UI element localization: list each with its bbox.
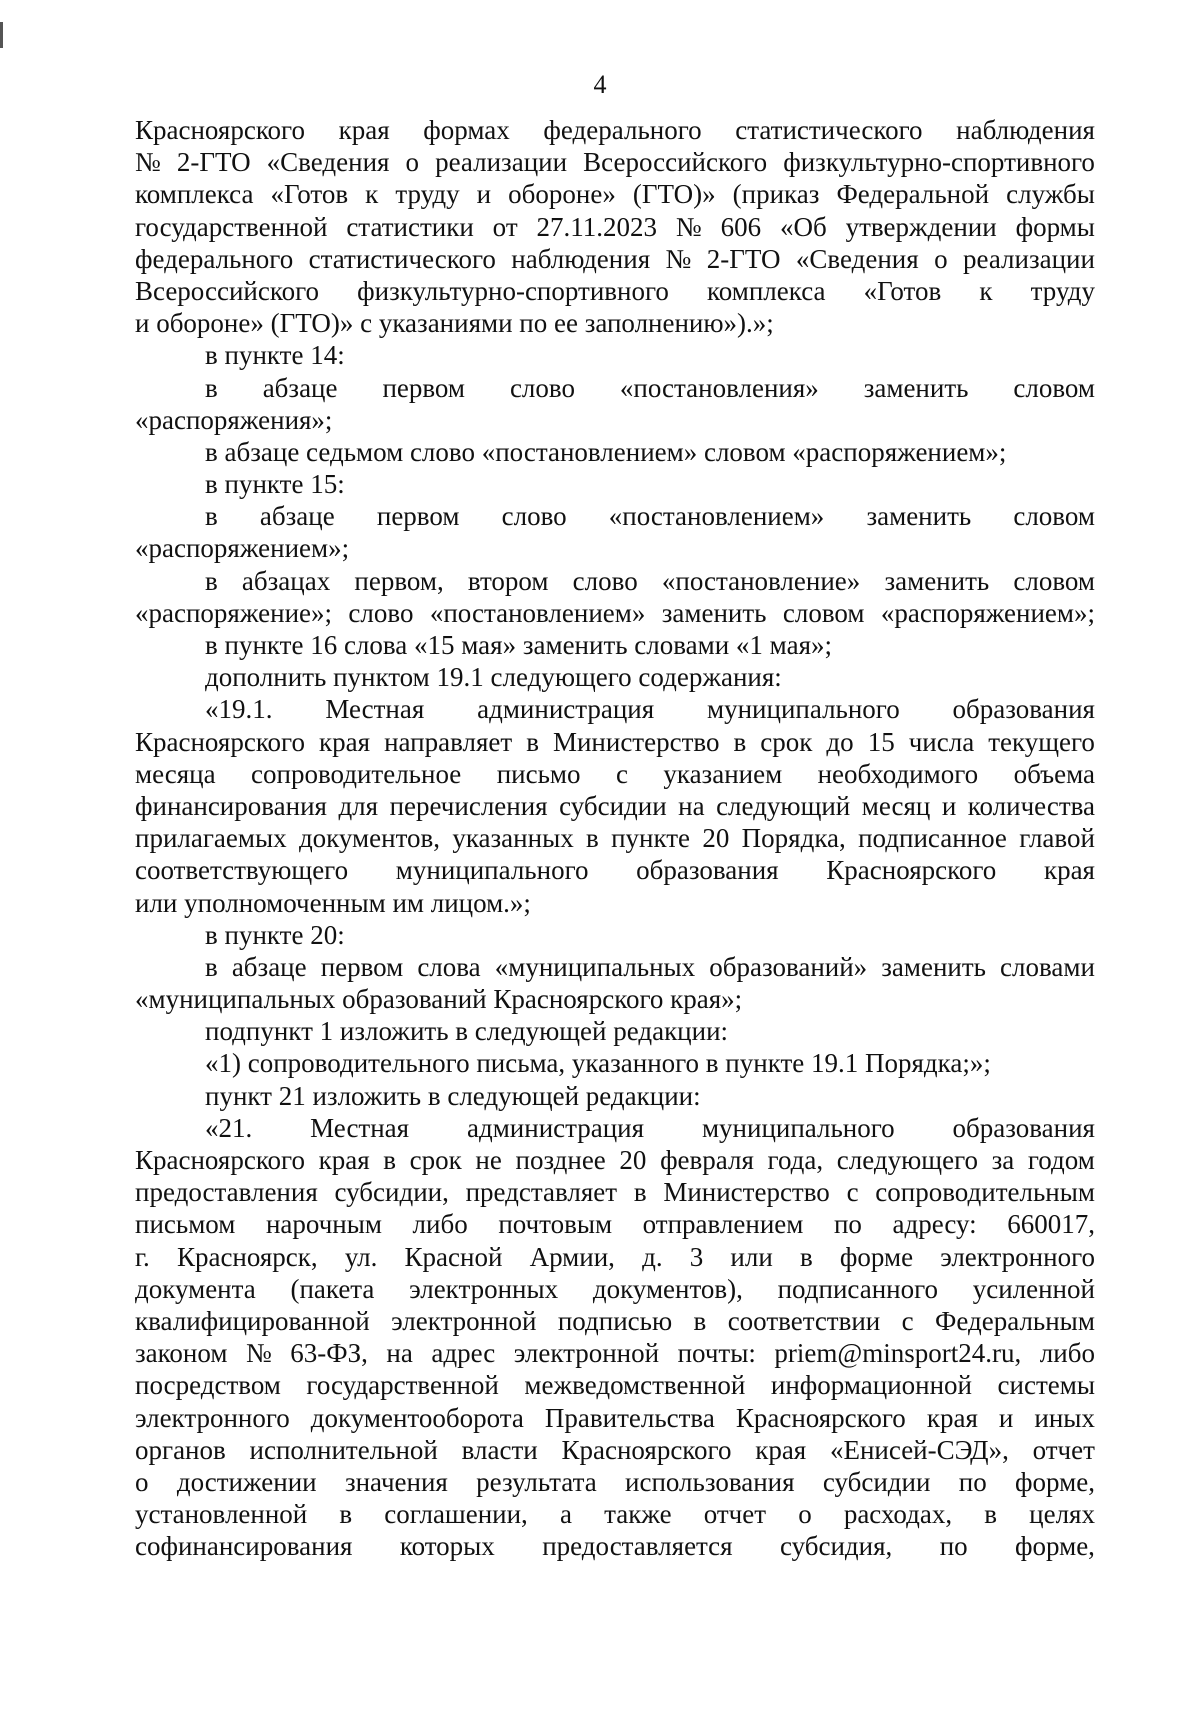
- text-line: [135, 243, 1095, 275]
- word: Министерство: [663, 1177, 830, 1208]
- text-line: [135, 1273, 1095, 1305]
- word: о: [798, 1499, 812, 1530]
- word: электронной: [513, 1338, 660, 1369]
- word: адрес: [431, 1338, 496, 1369]
- word: втором: [467, 565, 549, 596]
- text-line: «1) сопроводительного письма, указанного в пункте 19.1 Порядка;»;: [205, 1048, 991, 1079]
- text-line: дополнить пунктом 19.1 следующего содержания:: [205, 662, 782, 693]
- word: (приказ: [732, 179, 820, 210]
- text-line: [135, 1305, 1095, 1337]
- word: соответствующего: [135, 855, 349, 886]
- word: (ГТО)»: [632, 179, 716, 210]
- text-line: [135, 758, 1095, 790]
- text-line: пункт 21 изложить в следующей редакции:: [205, 1080, 701, 1111]
- word: на: [386, 1338, 413, 1369]
- word: наблюдения: [956, 115, 1095, 145]
- word: соответствии: [727, 1305, 881, 1336]
- page-number: 4: [593, 70, 607, 99]
- word: числа: [908, 726, 975, 757]
- word: адресу:: [892, 1209, 977, 1240]
- word: электронного: [135, 1402, 290, 1433]
- word: усиленной: [972, 1273, 1095, 1304]
- word: форме: [839, 1241, 914, 1272]
- text-line: [135, 1241, 1095, 1273]
- word: предоставления: [135, 1177, 318, 1208]
- word: 20: [702, 823, 730, 854]
- text-line: в пункте 15:: [205, 469, 345, 500]
- document-body: [135, 114, 1095, 1562]
- word: объема: [1013, 758, 1095, 789]
- text-line: [135, 1176, 1095, 1208]
- word: 606: [720, 211, 762, 242]
- word: «распоряжением»;: [880, 597, 1095, 628]
- word: предоставляется: [542, 1531, 733, 1562]
- word: слово: [509, 372, 575, 403]
- word: субсидии: [559, 790, 667, 821]
- word: №: [675, 211, 702, 242]
- word: Порядка,: [741, 823, 846, 854]
- word: образования: [636, 855, 779, 886]
- word: словом: [1013, 501, 1095, 532]
- word: Красноярского: [561, 1434, 732, 1465]
- text-line: в пункте 16 слова «15 мая» заменить словами «1 мая»;: [205, 630, 832, 660]
- word: утверждении: [845, 211, 997, 242]
- word: расходах,: [843, 1499, 953, 1530]
- word: почтовым: [498, 1209, 613, 1240]
- scan-edge-mark: [0, 22, 3, 48]
- text-line: или уполномоченным им лицом.»;: [135, 887, 531, 918]
- word: в: [693, 1305, 707, 1336]
- word: словами: [1000, 951, 1095, 982]
- text-line: [135, 1498, 1095, 1530]
- word: отчет: [1032, 1434, 1095, 1465]
- word: по: [939, 1531, 968, 1562]
- word: Красноярского: [826, 855, 997, 886]
- word: реализации: [963, 243, 1095, 274]
- word: ул.: [344, 1241, 378, 1272]
- word: о: [934, 243, 948, 274]
- text-line: [135, 146, 1095, 178]
- word: по: [833, 1209, 862, 1240]
- word: словом: [1013, 565, 1095, 596]
- word: образования: [952, 694, 1095, 725]
- word: первом: [382, 372, 466, 403]
- word: 2-ГТО: [706, 243, 781, 274]
- word: «21.: [205, 1112, 253, 1143]
- text-line: [135, 693, 1095, 725]
- word: Всероссийского: [583, 147, 768, 178]
- word: «распоряжение»;: [135, 597, 333, 628]
- word: субсидии: [822, 1466, 931, 1497]
- word: Местная: [310, 1112, 410, 1143]
- word: «постановление»: [661, 565, 861, 596]
- word: сопроводительным: [875, 1177, 1095, 1208]
- word: заменить: [863, 372, 969, 403]
- word: №: [135, 147, 161, 178]
- word: «Об: [779, 211, 827, 242]
- word: в: [205, 565, 218, 596]
- word: электронной: [391, 1305, 537, 1336]
- word: слово: [572, 565, 638, 596]
- word: документов,: [298, 823, 441, 854]
- word: межведомственной: [524, 1370, 746, 1401]
- word: наблюдения: [511, 243, 651, 274]
- word: пункте: [611, 823, 691, 854]
- word: «постановлением»: [429, 597, 646, 628]
- word: срок: [409, 1145, 462, 1175]
- word: статистического: [308, 243, 496, 274]
- word: словом: [1013, 372, 1095, 403]
- word: комплекса: [707, 275, 826, 306]
- word: физкультурно-спортивного: [783, 147, 1095, 178]
- word: «Готов: [863, 275, 942, 306]
- word: срок: [760, 726, 813, 757]
- text-line: [135, 372, 1095, 404]
- word: следующего: [836, 1145, 978, 1175]
- text-line: [135, 1402, 1095, 1434]
- text-line: «распоряжения»;: [135, 404, 333, 435]
- word: установленной: [135, 1499, 308, 1530]
- word: посредством: [135, 1370, 281, 1401]
- word: с: [615, 758, 628, 789]
- word: и: [941, 790, 957, 821]
- word: труду: [395, 179, 460, 210]
- word: отчет: [703, 1499, 767, 1530]
- word: «Готов: [270, 179, 349, 210]
- word: абзаце: [259, 501, 335, 532]
- word: значения: [344, 1466, 448, 1497]
- word: субсидия,: [779, 1531, 893, 1562]
- text-line: [135, 500, 1095, 532]
- word: органов: [135, 1434, 226, 1465]
- text-line: [135, 822, 1095, 854]
- word: формах: [423, 115, 510, 145]
- word: на: [678, 790, 705, 821]
- word: и: [998, 1402, 1014, 1433]
- word: словом: [782, 597, 865, 628]
- text-line: [135, 790, 1095, 822]
- text-line: в абзаце седьмом слово «постановлением» словом «распоряжением»;: [205, 436, 1007, 467]
- word: перечисления: [389, 790, 548, 821]
- word: «муниципальных: [494, 951, 696, 982]
- word: в: [205, 951, 218, 982]
- text-line: [135, 211, 1095, 243]
- word: месяца: [135, 758, 216, 789]
- word: исполнительной: [249, 1434, 438, 1465]
- word: 3: [689, 1241, 704, 1272]
- word: и: [476, 179, 492, 210]
- word: слова: [417, 951, 481, 982]
- word: Федеральным: [935, 1305, 1095, 1336]
- word: труду: [1030, 275, 1095, 306]
- word: подписанного: [777, 1273, 939, 1304]
- text-line: [135, 565, 1095, 597]
- word: необходимого: [817, 758, 979, 789]
- word: субсидии,: [334, 1177, 449, 1208]
- text-line: [135, 178, 1095, 210]
- word: комплекса: [135, 179, 254, 210]
- text-line: и обороне» (ГТО)» с указаниями по ее заполнению»).»;: [135, 308, 774, 339]
- text-line: [135, 1434, 1095, 1466]
- word: документооборота: [310, 1402, 524, 1433]
- text-line: [135, 1466, 1095, 1498]
- text-line: [135, 275, 1095, 307]
- word: первом,: [354, 565, 444, 596]
- word: заменить: [884, 565, 990, 596]
- word: абзаце: [262, 372, 338, 403]
- word: края: [318, 1145, 370, 1175]
- word: абзацах: [241, 565, 331, 596]
- word: в: [205, 372, 218, 403]
- word: к: [365, 179, 379, 210]
- word: г.: [135, 1241, 150, 1272]
- word: образования: [952, 1112, 1095, 1143]
- word: заменить: [881, 951, 986, 982]
- word: в: [339, 1499, 353, 1530]
- word: власти: [461, 1434, 538, 1465]
- word: «19.1.: [205, 694, 273, 725]
- word: 660017,: [1007, 1209, 1095, 1240]
- word: информационной: [770, 1370, 973, 1401]
- word: соглашении,: [384, 1499, 528, 1530]
- word: Красноярского: [135, 1145, 305, 1175]
- word: представляет: [465, 1177, 618, 1208]
- word: текущего: [988, 726, 1095, 757]
- word: законом: [135, 1338, 228, 1369]
- word: статистического: [735, 115, 923, 145]
- word: форме,: [1015, 1531, 1095, 1562]
- word: края: [338, 115, 390, 145]
- word: Федеральной: [836, 179, 990, 210]
- text-line: в пункте 20:: [205, 919, 345, 950]
- word: в: [984, 1499, 997, 1530]
- word: муниципального: [701, 1112, 895, 1143]
- text-line: [135, 597, 1095, 629]
- word: в: [383, 1145, 397, 1175]
- word: государственной: [135, 211, 328, 242]
- word: результата: [476, 1466, 597, 1497]
- word: слово: [501, 501, 567, 532]
- word: письмом: [135, 1209, 236, 1240]
- word: муниципального: [707, 694, 900, 725]
- word: службы: [1006, 179, 1095, 210]
- text-line: [135, 114, 1095, 146]
- text-line: «муниципальных образований Красноярского края»;: [135, 984, 743, 1015]
- word: края: [319, 726, 371, 757]
- word: также: [604, 1499, 672, 1530]
- word: подписью: [557, 1305, 673, 1336]
- word: с: [846, 1177, 859, 1208]
- word: образований»: [709, 951, 868, 982]
- word: или: [730, 1241, 773, 1272]
- word: количества: [967, 790, 1095, 821]
- text-line: в пункте 14:: [205, 340, 345, 371]
- word: почты:: [677, 1338, 756, 1369]
- word: отправлением: [642, 1209, 804, 1240]
- word: «постановления»: [619, 372, 819, 403]
- word: Армии,: [529, 1241, 615, 1272]
- word: о: [405, 147, 420, 178]
- word: Правительства: [544, 1402, 715, 1433]
- word: до: [826, 726, 854, 757]
- word: письмо: [496, 758, 581, 789]
- word: слово: [348, 597, 414, 628]
- word: Красноярского: [135, 726, 305, 757]
- word: государственной: [306, 1370, 499, 1401]
- word: либо: [1039, 1338, 1095, 1369]
- word: в: [526, 726, 539, 757]
- word: квалифицированной: [135, 1305, 370, 1336]
- word: №: [245, 1338, 272, 1369]
- word: а: [559, 1499, 572, 1530]
- word: Всероссийского: [135, 275, 319, 306]
- word: 27.11.2023: [536, 211, 658, 242]
- word: края: [926, 1402, 978, 1433]
- word: Красноярск,: [176, 1241, 318, 1272]
- word: д.: [642, 1241, 663, 1272]
- word: электронных: [409, 1273, 559, 1304]
- word: формы: [1015, 211, 1095, 242]
- word: в: [205, 501, 218, 532]
- word: за: [991, 1145, 1015, 1175]
- word: края: [755, 1434, 807, 1465]
- word: иных: [1034, 1402, 1095, 1433]
- text-line: подпункт 1 изложить в следующей редакции:: [205, 1016, 729, 1047]
- word: прилагаемых: [135, 823, 287, 854]
- word: заменить: [866, 501, 972, 532]
- word: статистики: [346, 211, 474, 242]
- text-line: [135, 951, 1095, 983]
- word: достижении: [176, 1466, 317, 1497]
- word: нарочным: [265, 1209, 382, 1240]
- word: федерального: [543, 115, 702, 145]
- text-line: [135, 726, 1095, 758]
- word: Министерство: [552, 726, 720, 757]
- text-line: [135, 1369, 1095, 1401]
- word: priem@minsport24.ru,: [774, 1338, 1022, 1369]
- word: позднее: [515, 1145, 606, 1175]
- word: документа: [135, 1273, 256, 1304]
- word: 63-ФЗ,: [290, 1338, 368, 1369]
- word: указанных: [452, 823, 574, 854]
- word: либо: [412, 1209, 468, 1240]
- text-line: [135, 1112, 1095, 1144]
- word: Красноярского: [735, 1402, 906, 1433]
- word: 15: [867, 726, 895, 757]
- word: администрация: [466, 1112, 645, 1143]
- word: в: [633, 1177, 647, 1208]
- word: «постановлением»: [608, 501, 825, 532]
- word: в: [733, 726, 747, 757]
- word: Красноярского: [135, 115, 305, 145]
- word: целях: [1029, 1499, 1095, 1530]
- word: указанием: [663, 758, 783, 789]
- word: месяц: [861, 790, 931, 821]
- word: (пакета: [290, 1273, 375, 1304]
- text-line: «распоряжением»;: [135, 533, 350, 564]
- word: федерального: [135, 243, 294, 274]
- word: реализации: [435, 147, 568, 178]
- text-line: [135, 1530, 1095, 1562]
- word: документов),: [592, 1273, 743, 1304]
- word: направляет: [384, 726, 513, 757]
- word: к: [979, 275, 993, 306]
- word: февраля: [660, 1145, 754, 1175]
- text-line: [135, 1208, 1095, 1240]
- word: финансирования: [135, 790, 327, 821]
- word: использования: [625, 1466, 795, 1497]
- word: от: [492, 211, 518, 242]
- word: которых: [399, 1531, 495, 1562]
- word: Местная: [325, 694, 425, 725]
- word: системы: [997, 1370, 1095, 1401]
- word: 20: [619, 1145, 647, 1175]
- text-line: [135, 1144, 1095, 1176]
- word: муниципального: [395, 855, 589, 886]
- word: администрация: [477, 694, 655, 725]
- word: подписанное: [858, 823, 1007, 854]
- text-line: [135, 854, 1095, 886]
- word: первом: [320, 951, 404, 982]
- word: не: [475, 1145, 502, 1175]
- word: софинансирования: [135, 1531, 353, 1562]
- word: форме,: [1015, 1466, 1095, 1497]
- word: электронного: [940, 1241, 1095, 1272]
- word: «Енисей-СЭД»,: [829, 1434, 1009, 1465]
- word: «Сведения: [266, 147, 390, 178]
- word: «Сведения: [795, 243, 919, 274]
- word: физкультурно-спортивного: [357, 275, 669, 306]
- word: для: [338, 790, 379, 821]
- word: с: [901, 1305, 914, 1336]
- word: в: [799, 1241, 813, 1272]
- word: №: [665, 243, 692, 274]
- word: в: [586, 823, 599, 854]
- word: Красной: [404, 1241, 503, 1272]
- word: обороне»: [508, 179, 616, 210]
- word: годом: [1027, 1145, 1095, 1175]
- word: по: [958, 1466, 987, 1497]
- word: следующий: [716, 790, 851, 821]
- word: абзаце: [231, 951, 307, 982]
- word: главой: [1019, 823, 1095, 854]
- text-line: [135, 1337, 1095, 1369]
- word: 2-ГТО: [176, 147, 251, 178]
- word: первом: [376, 501, 460, 532]
- word: края: [1043, 855, 1095, 886]
- word: заменить: [661, 597, 767, 628]
- word: сопроводительное: [251, 758, 462, 789]
- word: года,: [767, 1145, 824, 1175]
- word: о: [135, 1466, 149, 1497]
